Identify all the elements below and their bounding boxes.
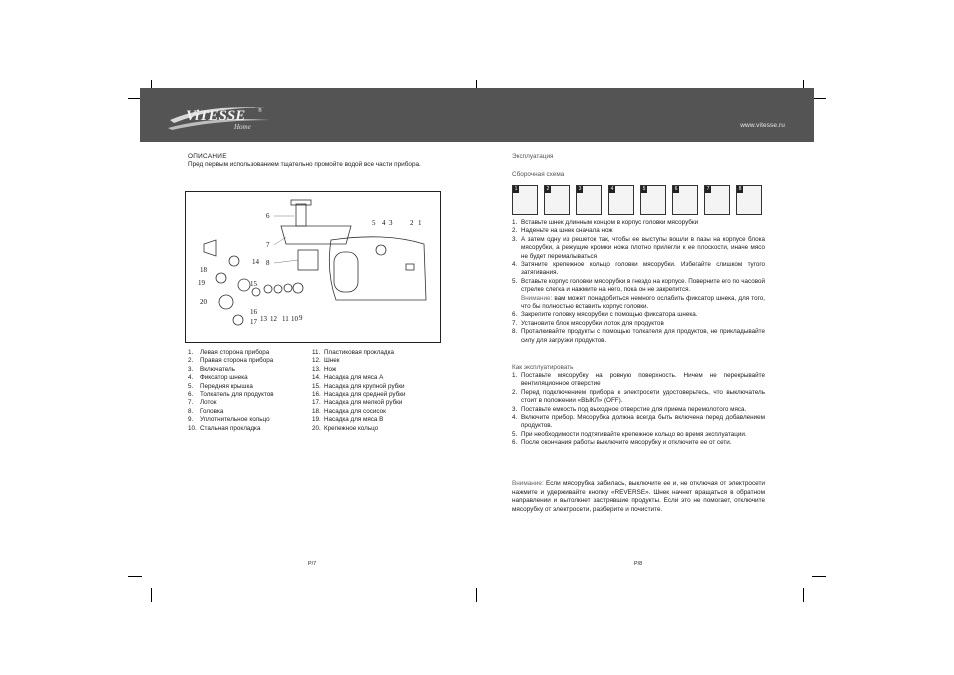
list-item: 17. Насадка для мелкой рубки [312, 399, 403, 407]
section-title-operation: Эксплуатация [512, 153, 554, 160]
list-item: 1. Поставьте мясорубку на ровную поверхность. Ничем не перекрывайте вентиляционное отверстие [512, 372, 765, 388]
list-item: 13. Нож [312, 365, 337, 373]
list-item: 20. Крепежное кольцо [312, 424, 379, 432]
list-item: 4. Затяните крепежное кольцо головки мясорубки. Избегайте слишком тугого затягивания. [512, 261, 765, 277]
assembly-steps-illustration [512, 185, 764, 215]
diagram-label-4: 4 [382, 219, 386, 227]
crop-mark [151, 588, 152, 602]
warning-paragraph [512, 480, 765, 515]
step-thumb-4: 4 [608, 185, 634, 215]
diagram-label-15: 15 [250, 280, 257, 288]
diagram-label-1: 1 [418, 219, 422, 227]
diagram-label-3: 3 [389, 219, 393, 227]
list-item: 5. При необходимости подтягивайте крепежное кольцо во время эксплуатации. [512, 430, 747, 438]
list-item: 9. Уплотнительное кольцо [188, 416, 270, 424]
diagram-label-11: 11 [282, 315, 289, 323]
site-url[interactable]: www.vitesse.ru [740, 122, 785, 129]
step-thumb-8: 8 [736, 185, 762, 215]
list-item: 10. Стальная прокладка [188, 424, 261, 432]
list-item: 15. Насадка для крупной рубки [312, 382, 405, 390]
diagram-label-20: 20 [200, 298, 207, 306]
diagram-label-13: 13 [260, 315, 267, 323]
list-item: 18. Насадка для сосисок [312, 407, 386, 415]
list-item: 14. Насадка для мяса А [312, 374, 384, 382]
step-thumb-3: 3 [576, 185, 602, 215]
diagram-label-18: 18 [200, 266, 207, 274]
meat-grinder-exploded-view [186, 192, 440, 342]
crop-mark [812, 98, 826, 99]
crop-mark [812, 576, 826, 577]
crop-mark [476, 588, 477, 602]
diagram-label-16: 16 [250, 308, 257, 316]
list-item: 6. Толкатель для продуктов [188, 391, 274, 399]
sausage-nozzle-shape [204, 240, 216, 256]
step-thumb-2: 2 [544, 185, 570, 215]
list-item: 7. Установите блок мясорубки лоток для продуктов [512, 319, 664, 327]
head-shape [298, 250, 318, 270]
warning-lead: Внимание: [512, 480, 544, 487]
warning-text: Если мясорубка забилась, выключите ее и, не отключая от электросети нажмите и удерживайте кнопку «REVERSE». Шнек начнет вращаться в обратном направлении и вытолкнет застрявшие продукты. Если это не помогает, отключите мясорубку от электросети, разберите и почистите. [512, 480, 765, 514]
page-number-left: P/7 [308, 561, 317, 567]
list-item: 3. Включатель [188, 365, 235, 373]
list-item: 16. Насадка для средней рубки [312, 391, 406, 399]
list-item: 8. Проталкивайте продукты с помощью толкателя для продуктов, не прикладывайте силу для загрузки продуктов. [512, 328, 765, 344]
usage-steps-list [512, 372, 765, 448]
list-item: 3. Поставьте емкость под выходное отверстие для приема перемолотого мяса. [512, 405, 747, 413]
assembly-title: Сборочная схема [512, 171, 565, 178]
list-item: 1. Левая сторона прибора [188, 349, 270, 356]
list-item: 7. Лоток [188, 399, 217, 407]
list-item: 4. Фиксатор шнека [188, 374, 248, 382]
diagram-label-10: 10 [291, 315, 298, 323]
list-item: 6. После окончания работы выключите мясорубку и отключите ее от сети. [512, 439, 732, 447]
vitesse-logo [166, 98, 276, 134]
list-item: 19. Насадка для мяса В [312, 416, 384, 424]
usage-title: Как эксплуатировать [512, 364, 574, 371]
tray-shape [281, 226, 351, 244]
diagram-label-8: 8 [266, 259, 270, 267]
page-number-right: P/8 [634, 561, 643, 567]
step-thumb-1: 1 [512, 185, 538, 215]
list-item: 3. А затем одну из решеток так, чтобы ее выступы вошли в пазы на корпусе блока мясорубки, а режущие кромки ножа плотно прилегли к ее плоскости, иначе мясо не будет перемалываться [512, 235, 765, 260]
diagram-label-6: 6 [266, 212, 270, 220]
svg-text:ViTESSE: ViTESSE [186, 108, 246, 124]
list-item: 6. Закрепите головку мясорубки с помощью фиксатора шнека. [512, 311, 698, 319]
svg-text:®: ® [258, 108, 262, 114]
diagram-label-7: 7 [266, 241, 270, 249]
step-thumb-5: 5 [640, 185, 666, 215]
step-thumb-6: 6 [672, 185, 698, 215]
crop-mark [803, 588, 804, 602]
svg-text:Home: Home [234, 123, 251, 131]
list-item: 5. Вставьте корпус головки мясорубки в гнездо на корпусе. Поверните его по часовой стрелке слегка и нажмите на него, пока он не закрепится. Внимание: вам может понадобиться немного ослабить фиксатор шнека, для того, что бы полностью вставить корпус головки. [512, 277, 765, 311]
step-thumb-7: 7 [704, 185, 730, 215]
parts-diagram [185, 191, 441, 343]
list-item: 4. Включите прибор. Мясорубка должна всегда быть включена перед добавлением продуктов. [512, 414, 765, 430]
diagram-label-19: 19 [198, 279, 205, 287]
diagram-label-12: 12 [270, 315, 277, 323]
diagram-label-17: 17 [250, 318, 257, 326]
section-title-description: ОПИСАНИЕ [188, 153, 227, 160]
parts-list-right [312, 349, 406, 433]
diagram-label-9: 9 [299, 314, 303, 322]
crop-mark [128, 576, 142, 577]
list-item: 2. Перед подключением прибора к электросети удостоверьтесь, что выключатель стоит в положении «ВЫКЛ» (OFF). [512, 388, 765, 405]
diagram-label-2: 2 [410, 219, 414, 227]
intro-text: Пред первым использованием тщательно промойте водой все части прибора. [188, 161, 421, 168]
header-bar [140, 88, 814, 142]
pusher-shape [296, 204, 306, 226]
list-item: 1. Вставьте шнек длинным концом в корпус головки мясорубки [512, 219, 699, 226]
list-item: 5. Передняя крышка [188, 382, 253, 390]
list-item: 11. Пластиковая прокладка [312, 349, 395, 356]
list-item: 8. Головка [188, 407, 224, 415]
list-item: 12. Шнек [312, 357, 340, 365]
diagram-label-5: 5 [372, 219, 376, 227]
parts-list-left [188, 349, 274, 433]
list-item: 2. Наденьте на шнек сначала нож [512, 227, 613, 235]
list-item: 2. Правая сторона прибора [188, 357, 274, 365]
assembly-steps-list [512, 219, 765, 345]
diagram-label-14: 14 [252, 258, 259, 266]
